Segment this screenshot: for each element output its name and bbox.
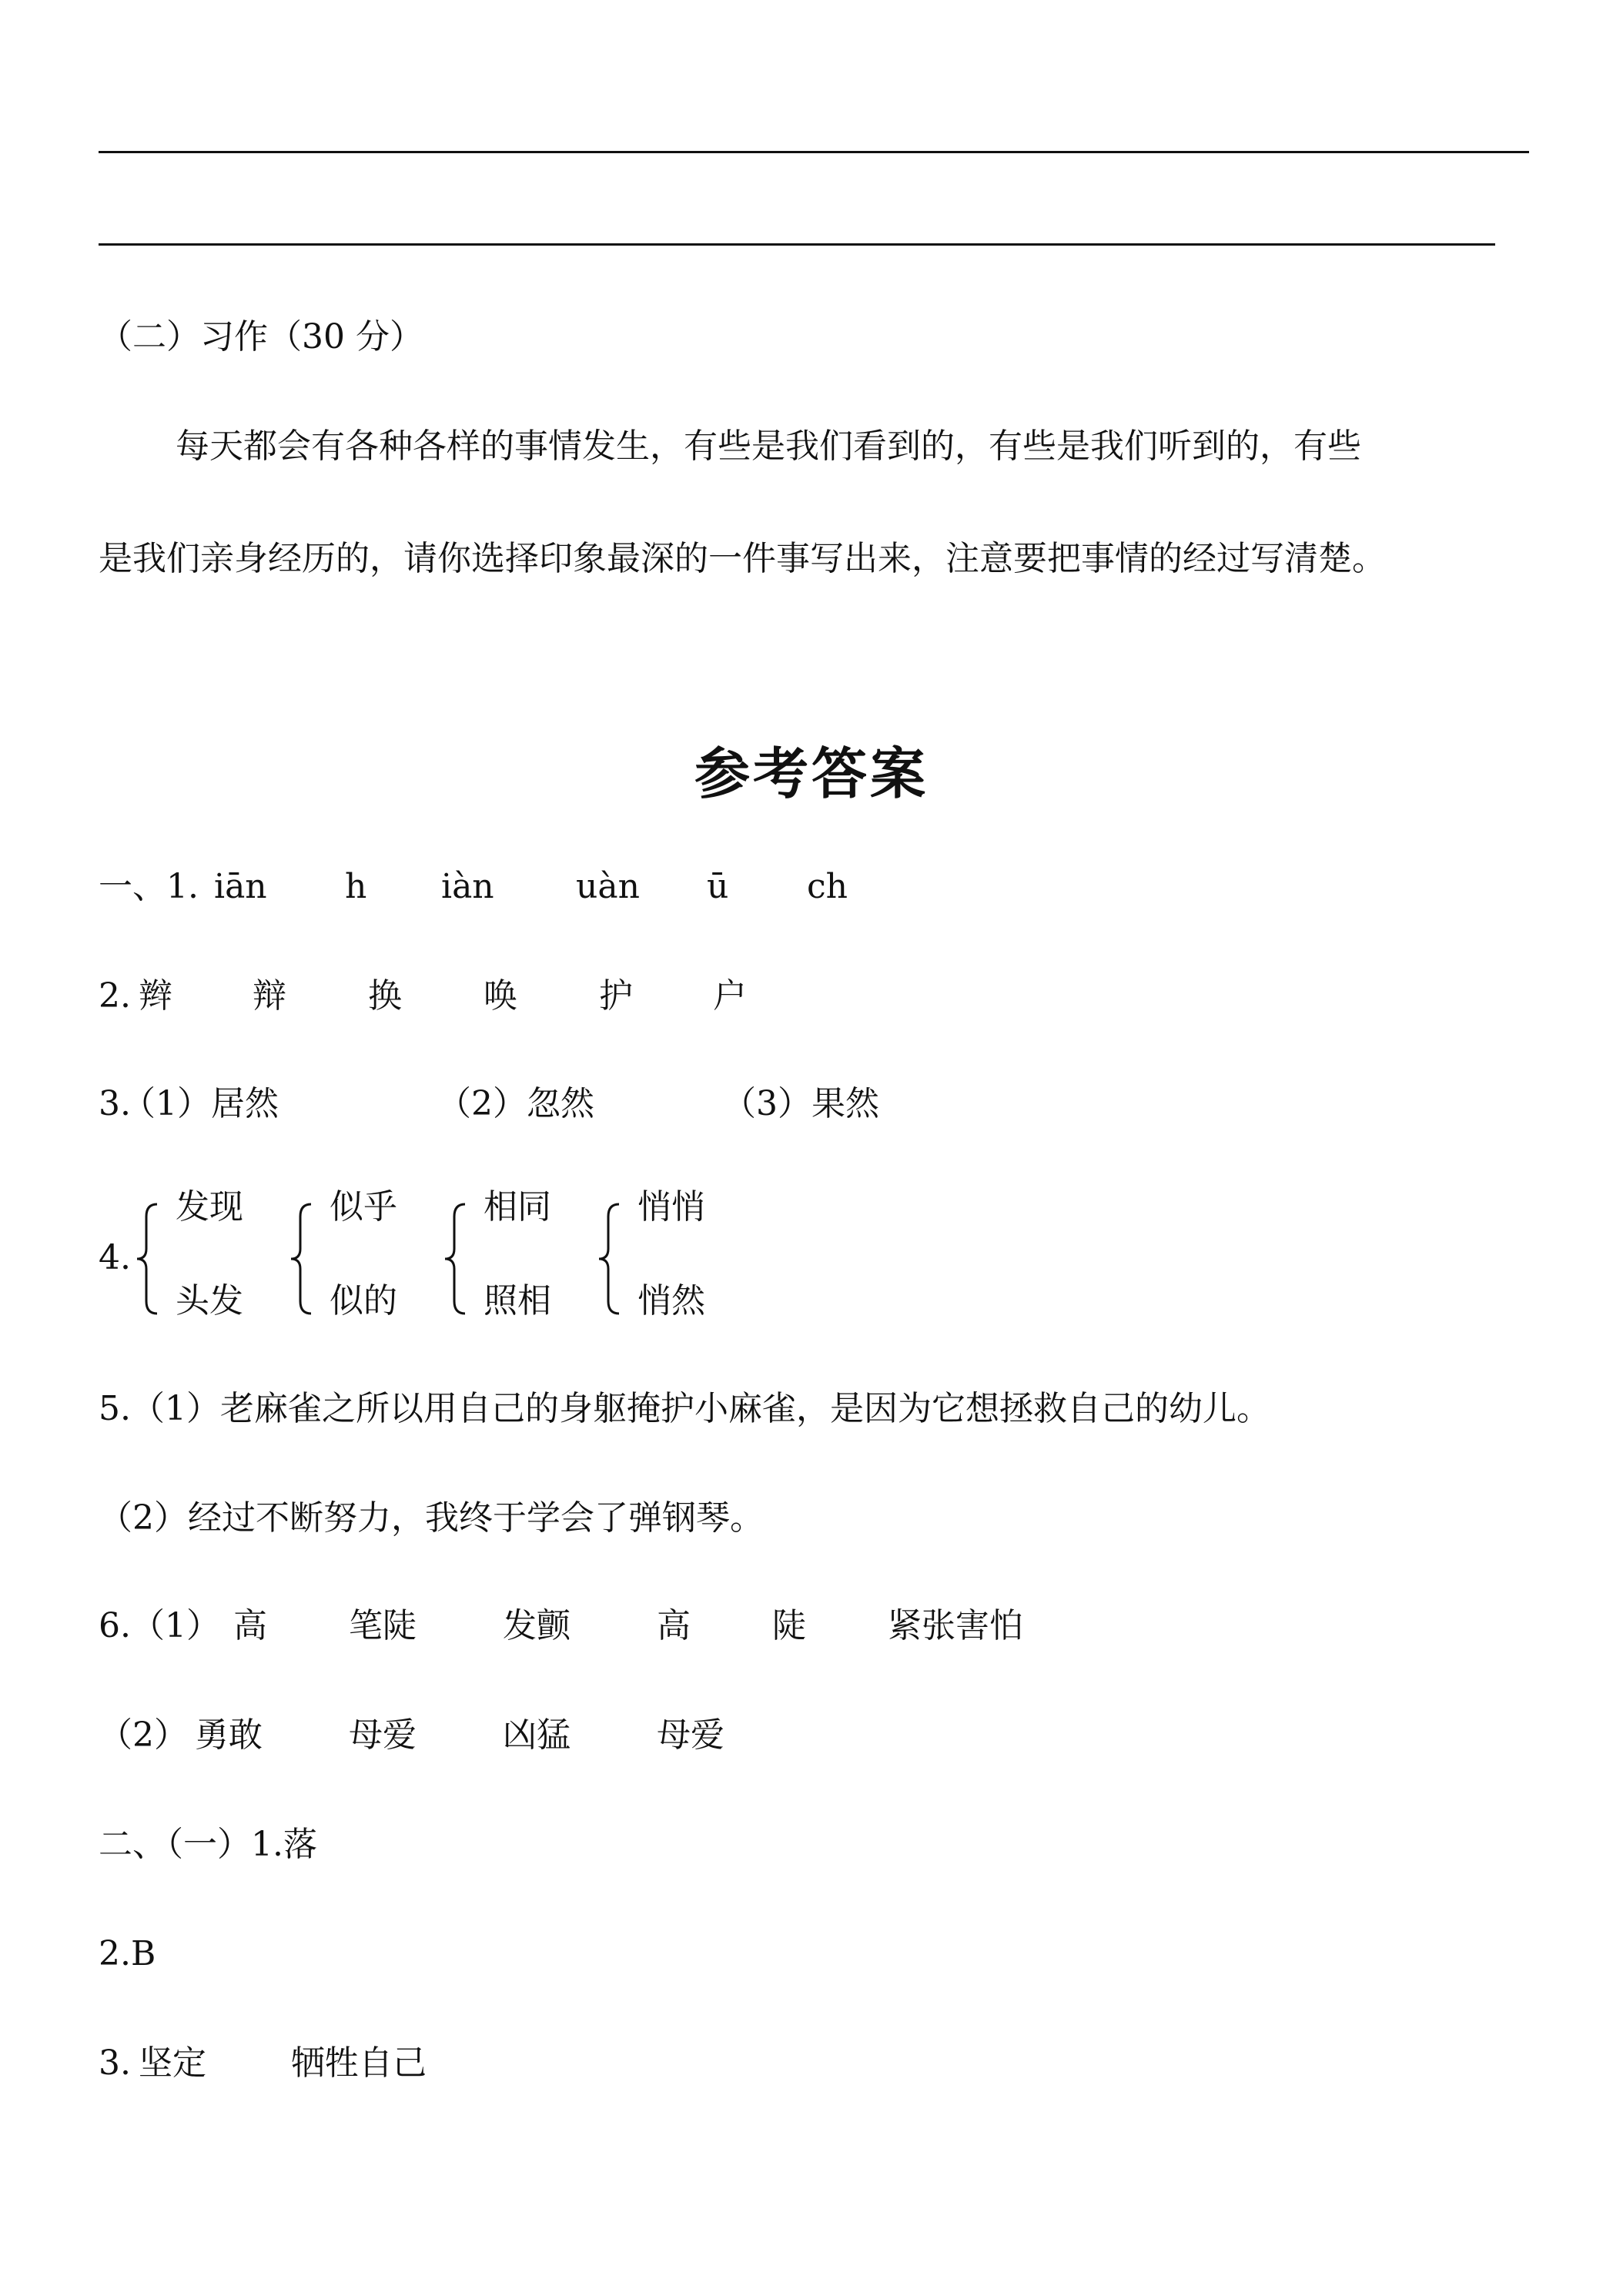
character-item: 护 xyxy=(599,976,633,1016)
character-item: 户 xyxy=(713,976,747,1016)
answer-q4 xyxy=(99,1186,791,1340)
character-item: 换 xyxy=(368,976,402,1016)
answer-q5-line-2: （2）经过不断努力，我终于学会了弹钢琴。 xyxy=(99,1498,764,1538)
character-item: 唤 xyxy=(484,976,517,1016)
word-item: 母爱 xyxy=(349,1715,417,1755)
word-pair-bottom: 照相 xyxy=(484,1281,551,1320)
word-pair-top: 相同 xyxy=(484,1187,551,1227)
word-pair-bottom: 似的 xyxy=(330,1281,397,1320)
word-pair-bottom: 头发 xyxy=(176,1281,243,1320)
answer-label: （2） xyxy=(99,1715,188,1755)
word-item: 高 xyxy=(657,1606,691,1645)
pinyin-item: h xyxy=(345,867,367,906)
answer-label: 3. xyxy=(99,1084,131,1123)
answer-part2-q2: 2.B xyxy=(99,1934,156,1973)
writing-heading: （二）习作（30 分） xyxy=(99,317,423,356)
word-item: 陡 xyxy=(772,1606,806,1645)
word-item: 母爱 xyxy=(657,1715,724,1755)
answer-line-1 xyxy=(99,151,1529,153)
answer-label: 一、1. xyxy=(99,867,199,906)
word-item: 勇敢 xyxy=(195,1715,263,1755)
brace-icon xyxy=(136,1201,159,1317)
word-item: （1）居然 xyxy=(122,1084,279,1123)
pinyin-item: uàn xyxy=(576,867,640,906)
answer-label: 6.（1） xyxy=(99,1606,220,1645)
word-item: （3）果然 xyxy=(722,1084,879,1123)
brace-icon xyxy=(597,1201,621,1317)
answer-line-2 xyxy=(99,243,1495,246)
word-item: 笔陡 xyxy=(349,1606,417,1645)
answer-q5-line-1: 5.（1）老麻雀之所以用自己的身躯掩护小麻雀，是因为它想拯救自己的幼儿。 xyxy=(99,1389,1270,1428)
word-item: （2）忽然 xyxy=(437,1084,594,1123)
brace-icon xyxy=(443,1201,467,1317)
character-item: 辩 xyxy=(253,976,286,1016)
writing-prompt-line-1: 每天都会有各种各样的事情发生，有些是我们看到的，有些是我们听到的，有些 xyxy=(176,427,1361,466)
writing-prompt-line-2: 是我们亲身经历的，请你选择印象最深的一件事写出来，注意要把事情的经过写清楚。 xyxy=(99,539,1386,578)
word-pair-top: 发现 xyxy=(176,1187,243,1227)
answers-title: 参考答案 xyxy=(694,741,929,806)
pinyin-item: iān xyxy=(214,867,267,906)
word-item: 坚定 xyxy=(139,2043,206,2083)
word-item: 高 xyxy=(233,1606,267,1645)
word-item: 凶猛 xyxy=(503,1715,571,1755)
word-item: 发颤 xyxy=(503,1606,571,1645)
pinyin-item: iàn xyxy=(441,867,494,906)
pinyin-item: ū xyxy=(707,867,729,906)
character-item: 辫 xyxy=(139,976,172,1016)
brace-icon xyxy=(289,1201,313,1317)
answer-label: 4. xyxy=(99,1238,131,1277)
pinyin-item: ch xyxy=(807,867,848,906)
word-pair-top: 悄悄 xyxy=(637,1187,705,1227)
answer-label: 2. xyxy=(99,976,131,1016)
answer-label: 3. xyxy=(99,2043,131,2083)
word-item: 牺牲自己 xyxy=(291,2043,427,2083)
word-pair-top: 似乎 xyxy=(330,1187,397,1227)
word-pair-bottom: 悄然 xyxy=(637,1281,705,1320)
word-item: 紧张害怕 xyxy=(888,1606,1023,1645)
answer-part2-q1: 二、（一）1.落 xyxy=(99,1825,317,1864)
